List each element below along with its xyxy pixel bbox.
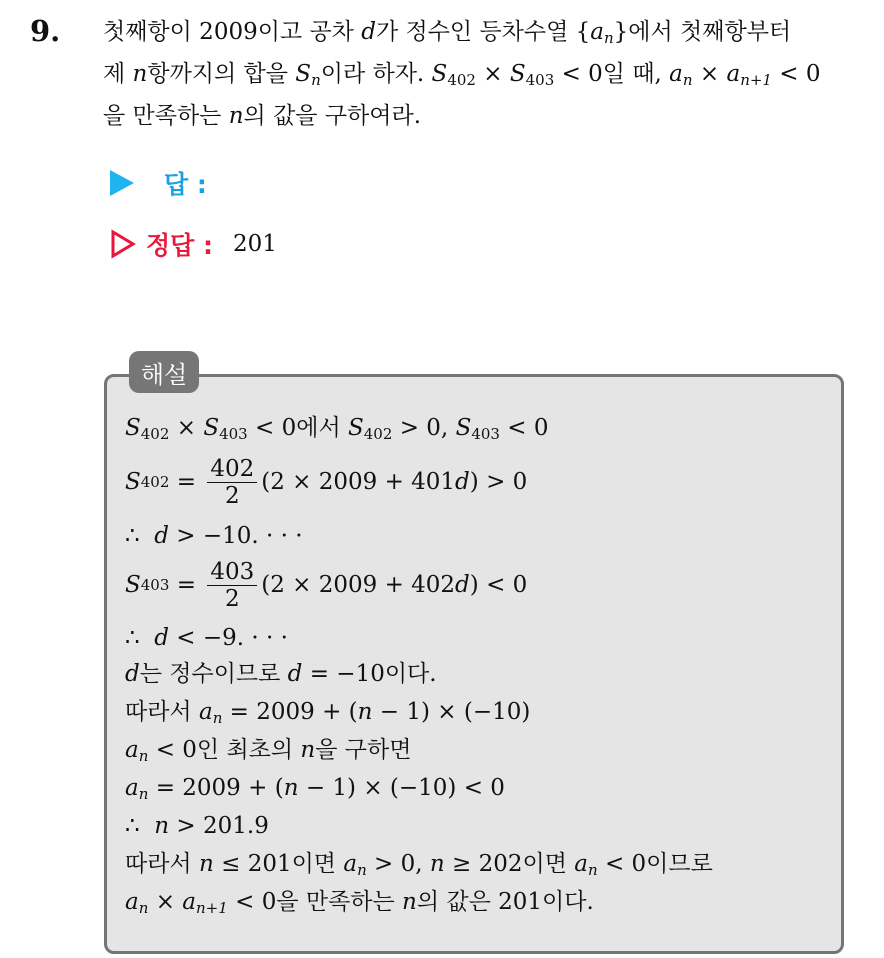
solution-line-4: S 403 = $\frac{403}{2}$ (2 × 2009 + 402 d ) < 0	[125, 558, 528, 612]
solution-line-10: ∴ n > 201.9	[125, 813, 269, 839]
solution-line-6: d는 정수이므로 d = −10이다.	[125, 661, 437, 687]
answer-label: 답 :	[164, 170, 207, 199]
solution-line-2: S 402 = $\frac{402}{2}$ (2 × 2009 + 401 d ) > 0	[125, 455, 528, 509]
fraction: $\frac{402}{2}$	[207, 456, 257, 509]
correct-answer-row	[110, 226, 277, 262]
correct-answer-label: 정답 :	[146, 231, 214, 260]
filled-triangle-right-icon	[110, 170, 134, 196]
question-line-2: 제 n항까지의 합을 $S_n$이라 하자. $S_{402} \times S_{403} < 0$일 때, $a_n \times a_{n+1} < 0$	[103, 61, 821, 89]
question-number: 9.	[30, 14, 61, 48]
solution-tab: 해설	[129, 351, 199, 393]
solution-line-3: ∴ d > −10. · · ·	[125, 523, 303, 549]
correct-answer-value: 201	[233, 231, 277, 257]
question-line-1: 첫째항이 2009이고 공차 d가 정수인 등차수열 $\{a_n\}$에서 첫째항부터	[103, 19, 792, 47]
solution-line-8: $a_n < 0$인 최초의 n을 구하면	[125, 737, 412, 765]
outline-triangle-right-icon	[110, 229, 136, 259]
solution-line-9: $a_n = 2009 + (n - 1) \times (-10) < 0$	[125, 775, 505, 803]
answer-row	[110, 165, 207, 201]
question-text	[103, 14, 873, 134]
solution-line-12: $a_n \times a_{n+1} < 0$을 만족하는 n의 값은 201이다.	[125, 889, 594, 917]
solution-line-1: $S_{402} \times S_{403} < 0$에서 $S_{402} > 0$, $S_{403} < 0$	[125, 415, 549, 443]
question-line-3: 을 만족하는 n의 값을 구하여라.	[103, 103, 422, 129]
solution-line-5: ∴ d < −9. · · ·	[125, 625, 288, 651]
solution-line-11: 따라서 n ≤ 201이면 $a_n > 0$, n ≥ 202이면 $a_n < 0$이므로	[125, 851, 713, 879]
solution-line-7: 따라서 $a_n = 2009 + (n - 1) \times (-10)$	[125, 699, 531, 727]
fraction: $\frac{403}{2}$	[207, 559, 257, 612]
